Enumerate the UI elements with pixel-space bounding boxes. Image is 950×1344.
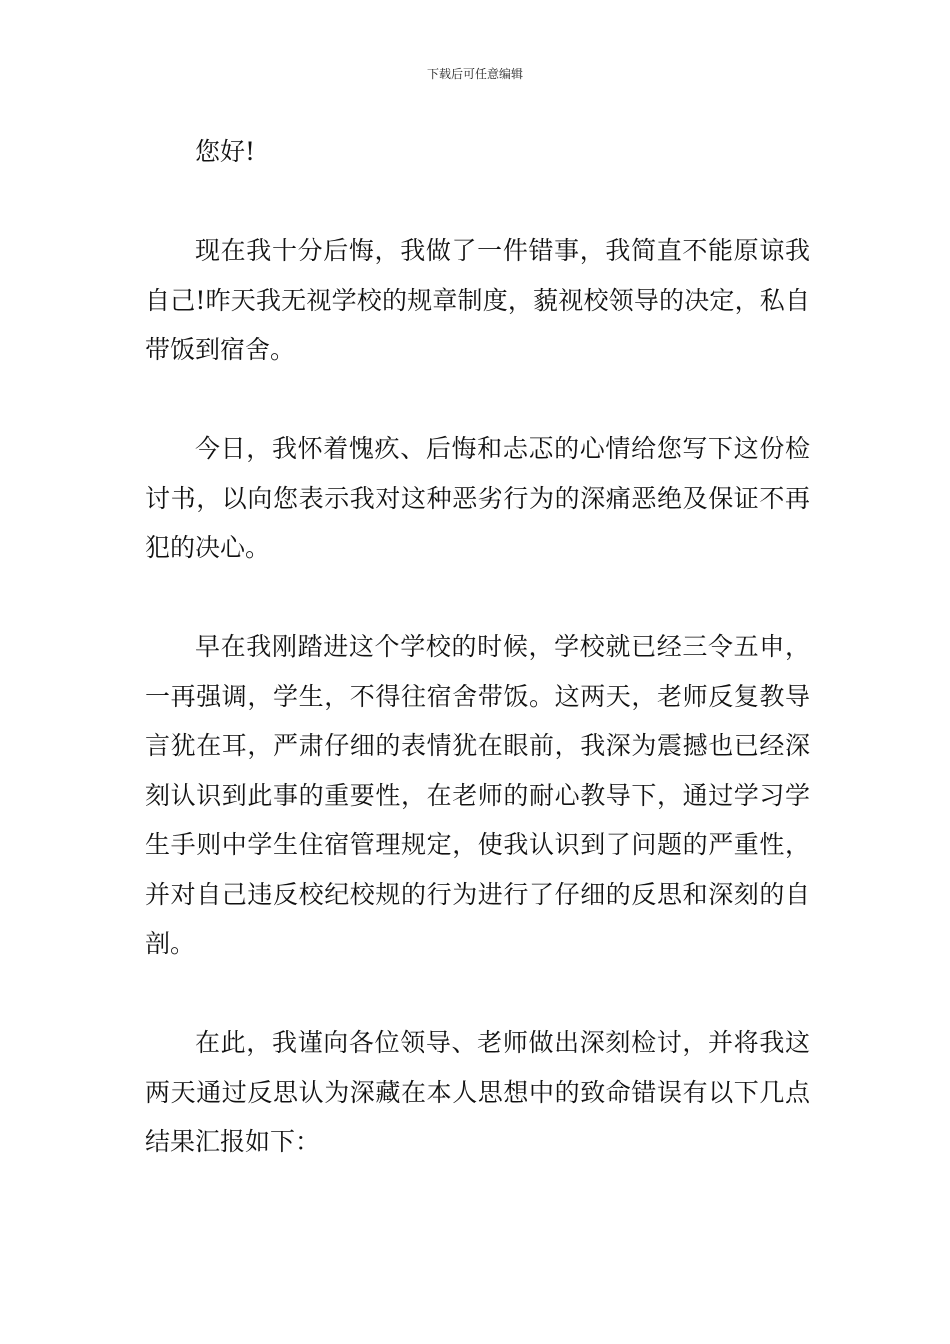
- letter-greeting: 您好!: [195, 137, 256, 166]
- letter-paragraph-3: 早在我刚踏进这个学校的时候，学校就已经三令五申，一再强调，学生，不得往宿舍带饭。这两天，老师反复教导言犹在耳，严肃仔细的表情犹在眼前，我深为震撼也已经深刻认识到此事的重要性，在老师的耐心教导下，通过学习学生手则中学生住宿管理规定，使我认识到了问题的严重性，并对自己违反校纪校规的行为进行了仔细的反思和深刻的自剖。: [145, 632, 810, 958]
- letter-paragraph-2: 今日，我怀着愧疚、后悔和忐忑的心情给您写下这份检讨书，以向您表示我对这种恶劣行为的深痛恶绝及保证不再犯的决心。: [145, 434, 810, 562]
- letter-paragraph-1: 现在我十分后悔，我做了一件错事，我简直不能原谅我自己!昨天我无视学校的规章制度，藐视校领导的决定，私自带饭到宿舍。: [145, 236, 810, 364]
- letter-paragraph-4: 在此，我谨向各位领导、老师做出深刻检讨，并将我这两天通过反思认为深藏在本人思想中的致命错误有以下几点结果汇报如下：: [145, 1028, 810, 1156]
- letter-body: [145, 127, 810, 1216]
- page-header-note: 下载后可任意编辑: [426, 67, 523, 81]
